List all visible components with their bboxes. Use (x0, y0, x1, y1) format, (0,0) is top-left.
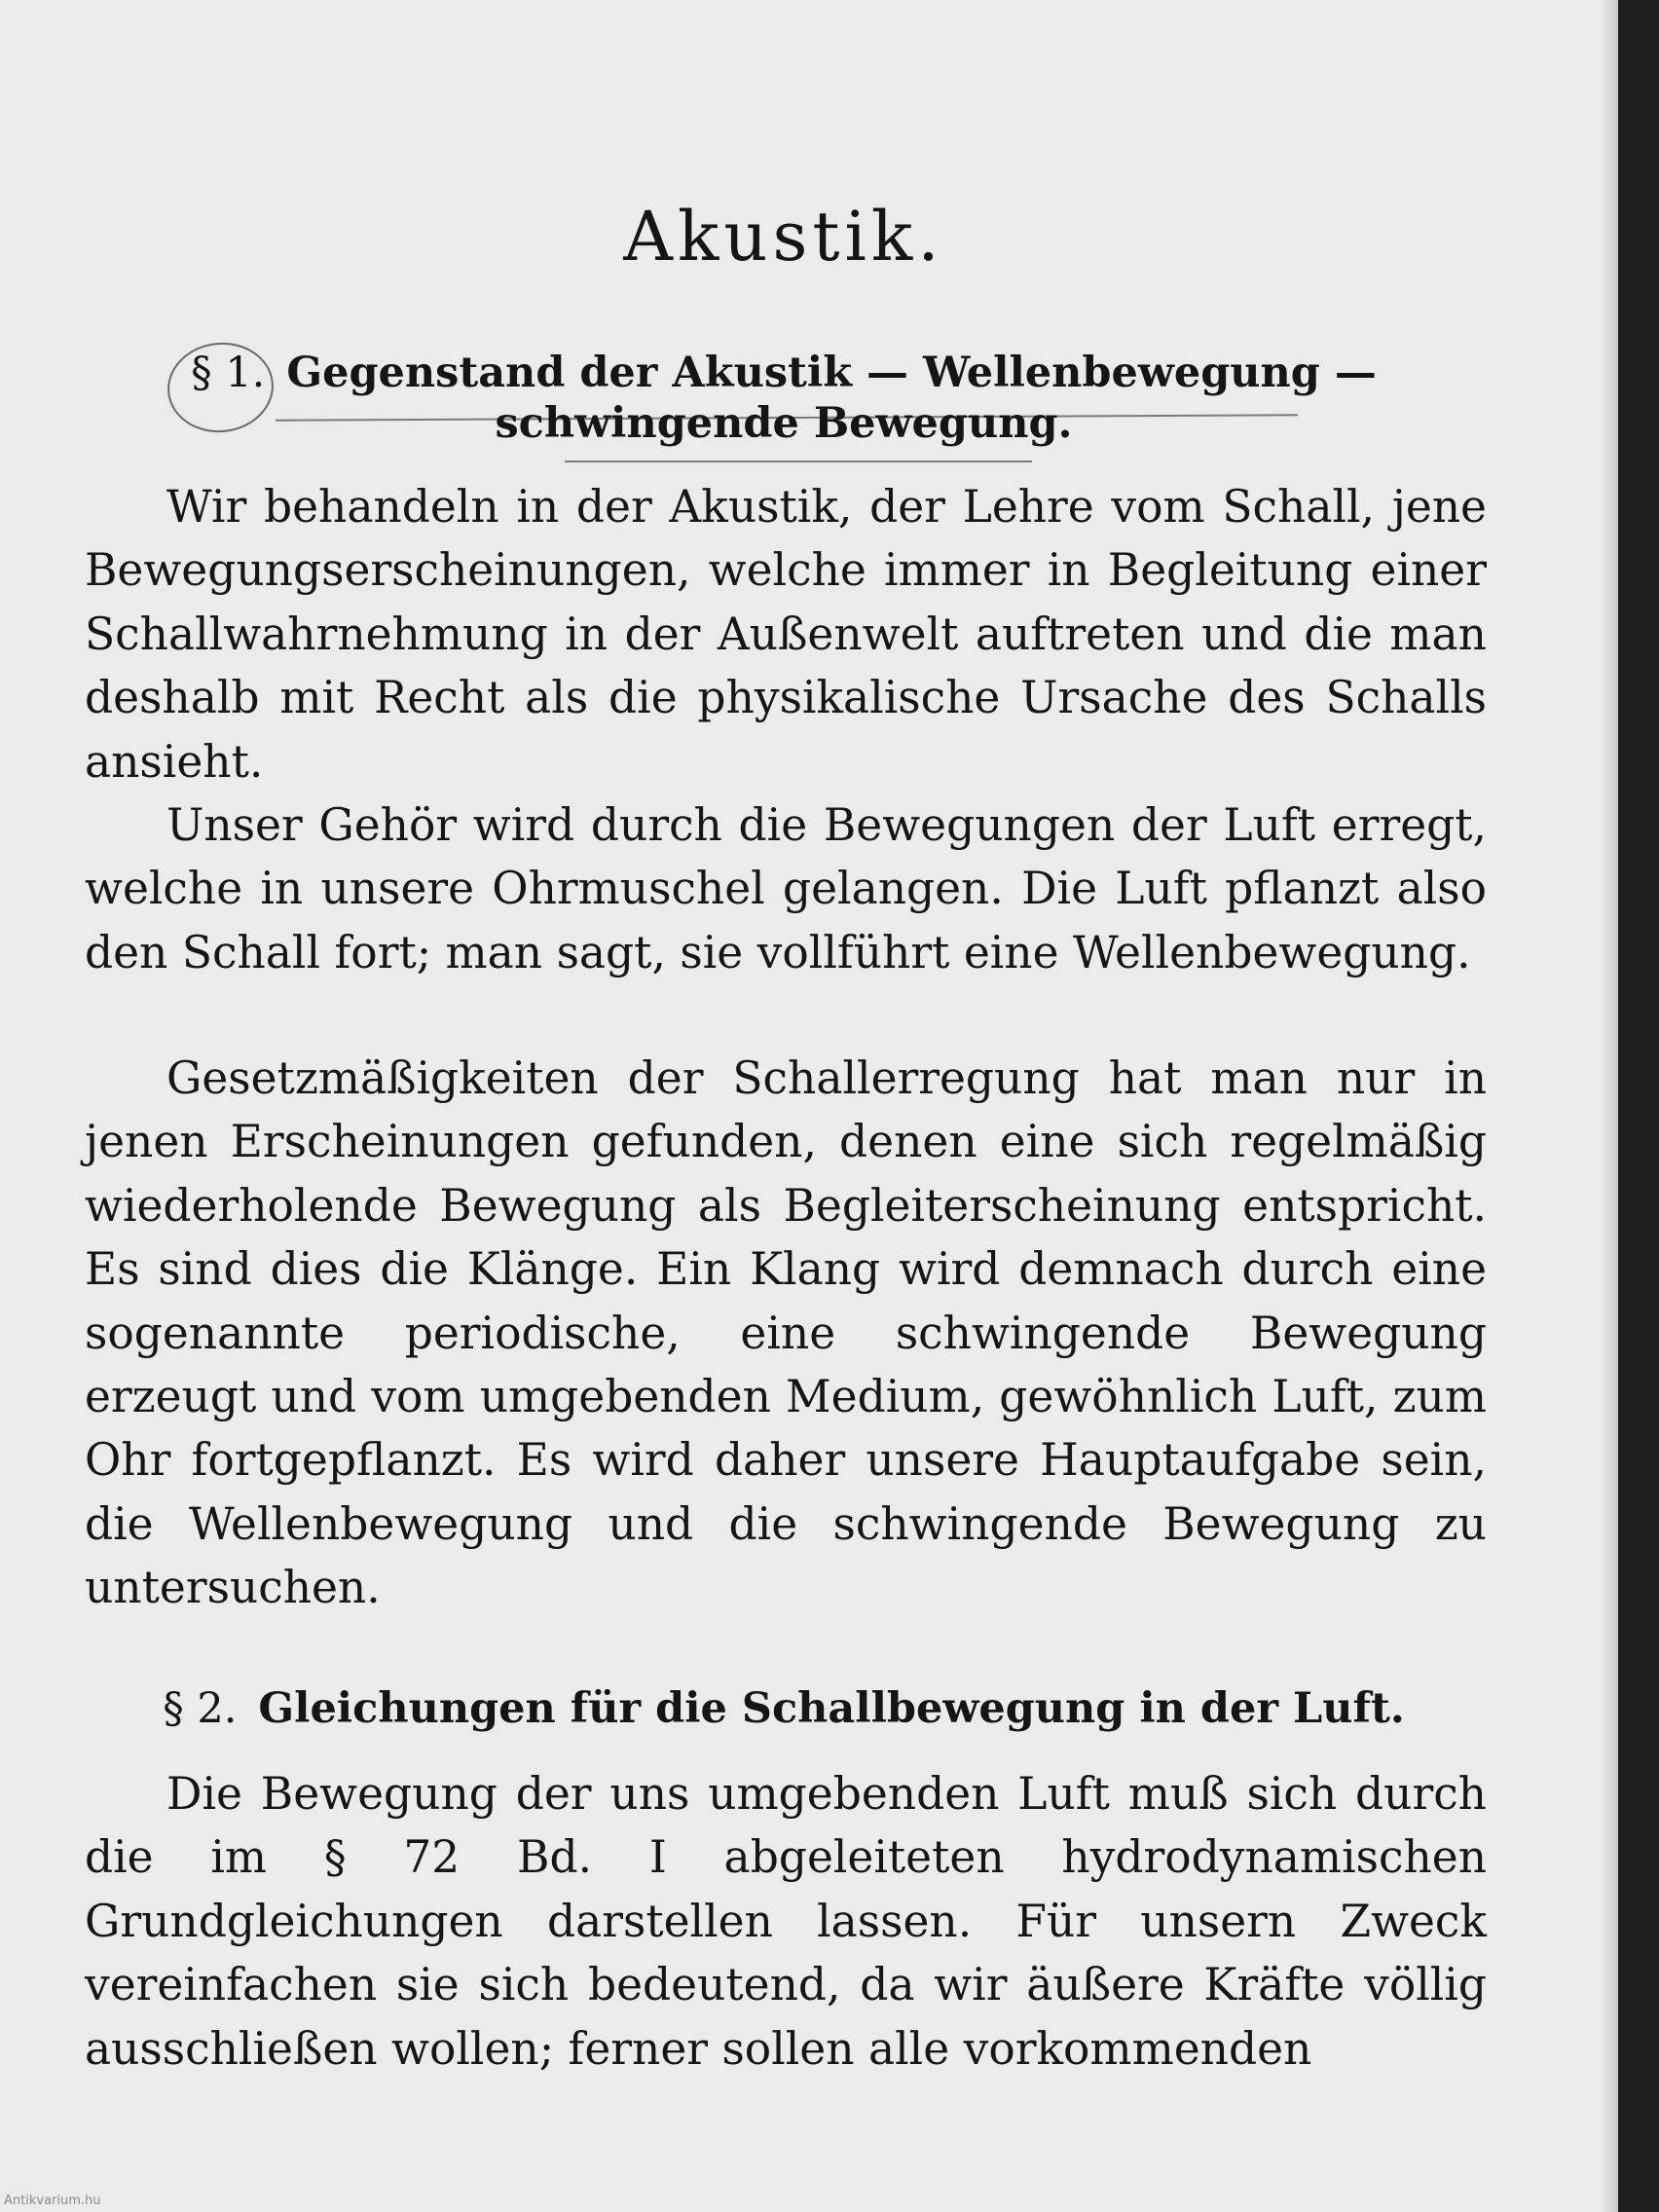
page-edge-shadow (1601, 0, 1618, 2212)
pencil-underline-2 (565, 461, 1032, 462)
section-1-heading-line2: schwingende Bewegung. (495, 399, 1073, 448)
paragraph-1: Wir behandeln in der Akustik, der Lehre vom Schall, jene Bewegungserscheinungen, welche immer in Begleitung einer Schallwahrnehmung in der Außenwelt auftreten und die man deshalb mit Recht als die physikalische Ursache des Schalls ansieht. (85, 481, 1487, 788)
section-2-number: § 2. (163, 1684, 238, 1733)
chapter-title: Akustik. (623, 197, 944, 276)
section-2-heading-text: Gleichungen für die Schallbewegung in der Luft. (258, 1684, 1405, 1733)
section-1-heading-line1: Gegenstand der Akustik — Wellenbewegung — (286, 349, 1377, 397)
section-2-heading (0, 1684, 1567, 1735)
paragraph-3: Gesetzmäßigkeiten der Schallerregung hat man nur in jenen Erscheinungen gefunden, denen eine sich regelmäßig wiederholende Bewegung als Begleiterscheinung entspricht. Es sind dies die Klänge. Ein Klang wird demnach durch eine sogenannte periodische, eine schwingende Bewegung erzeugt und vom umgebenden Medium, gewöhnlich Luft, zum Ohr fortgepflanzt. Es wird daher unsere Hauptaufgabe sein, die Wellenbewegung und die schwingende Bewegung zu untersuchen. (85, 1052, 1487, 1614)
paragraph-4: Die Bewegung der uns umgebenden Luft muß sich durch die im § 72 Bd. I abgeleiteten hydrodynamischen Grundgleichungen darstellen lassen. Für unsern Zweck vereinfachen sie sich bedeutend, da wir äußere Kräfte völlig ausschließen wollen; ferner sollen alle vorkommenden (85, 1768, 1487, 2075)
section-1-heading (0, 349, 1567, 399)
section-1-number: § 1. (191, 349, 266, 397)
watermark: Antikvarium.hu (4, 2194, 101, 2208)
paragraph-2: Unser Gehör wird durch die Bewegungen der Luft erregt, welche in unsere Ohrmuschel gelangen. Die Luft pflanzt also den Schall fort; man sagt, sie vollführt eine Wellenbewegung. (85, 799, 1487, 978)
